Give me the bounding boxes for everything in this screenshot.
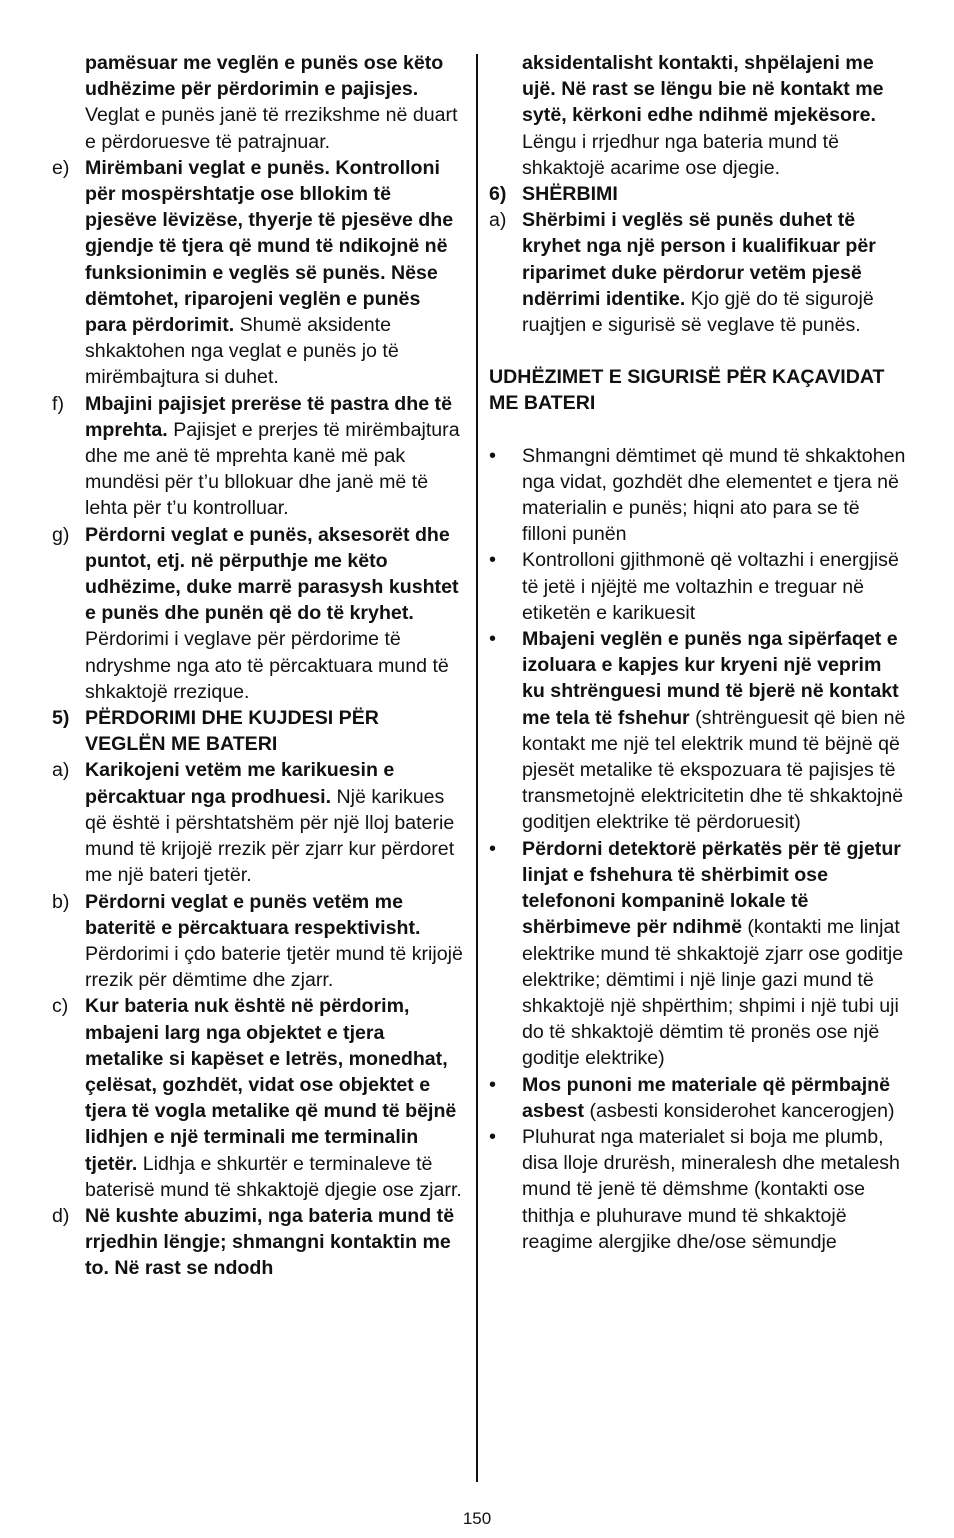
left-column xyxy=(52,50,464,1282)
list-item-text: Përdorimi i çdo baterie tjetër mund të krijojë rrezik për dëmtime dhe zjarr. xyxy=(85,942,463,992)
section-title: SHËRBIMI xyxy=(522,183,618,206)
list-marker: b) xyxy=(52,890,70,913)
list-marker: g) xyxy=(52,523,70,546)
list-item-bold: Mbajini pajisjet prerëse të pastra dhe të mprehta. xyxy=(85,392,452,441)
list-marker: a) xyxy=(52,759,70,782)
bullet-item xyxy=(489,1124,907,1255)
bullet-text: Kontrolloni gjithmonë që voltazhi i energjisë të jetë i njëjtë me voltazhin e treguar në etiketën e karikuesit xyxy=(522,549,899,624)
list-item-text: Pajisjet e prerjes të mirëmbajtura dhe me anë të mprehta kanë më pak mundësi për t’u bllokuar dhe janë më të lehta për t’u kontrolluar. xyxy=(85,418,460,520)
list-item-body xyxy=(85,889,464,994)
bullet-marker: • xyxy=(489,1073,497,1096)
list-item-bold: Shërbimi i veglës së punës duhet të kryhet nga një person i kualifikuar për riparimet duke përdorur vetëm pjesë ndërrimi identike. xyxy=(522,209,876,310)
bullet-body xyxy=(522,626,907,836)
bullet-item xyxy=(489,443,907,548)
column-divider xyxy=(476,54,478,1482)
bullet-bold: Mos punoni me materiale që përmbajnë asbest xyxy=(522,1073,891,1122)
list-item-text: Shumë aksidente shkaktohen nga veglat e punës jo të mirëmbajtura si duhet. xyxy=(85,314,399,389)
safety-heading: UDHËZIMET E SIGURISË PËR KAÇAVIDAT ME BATERI xyxy=(489,366,885,415)
list-item-body xyxy=(85,522,464,705)
bullet-body xyxy=(522,547,907,626)
list-item-body xyxy=(85,391,464,522)
bullet-text: (shtrënguesit që bien në kontakt me një tel elektrik mund të bëjnë që pjesët metalike të ekspozuara të pajisjes të transmetojnë elektricitetin dhe të shkaktojnë goditjen elektrike të përdoruesit) xyxy=(522,706,906,834)
list-marker: c) xyxy=(52,995,69,1018)
continuation-text: Lëngu i rrjedhur nga bateria mund të shkaktojë acarime ose djegie. xyxy=(522,130,839,179)
list-item-bold: Mirëmbani veglat e punës. Kontrolloni për mospërshtatje ose bllokim të pjesëve lëvizëse, thyerje të pjesëve dhe gjendje të tjera që mund të ndikojnë në funksionimin e veglës së punës. Nëse dëmtohet, riparojeni veglën e punës para përdorimit. xyxy=(85,156,454,337)
list-item-body xyxy=(85,155,464,391)
list-item-e xyxy=(52,155,464,391)
list-item-bold: Përdorni veglat e punës, aksesorët dhe puntot, etj. në përputhje me këto udhëzime, duke marrë parasysh kushtet e punës dhe punën që do të kryhet. xyxy=(85,523,459,625)
bullet-marker: • xyxy=(489,549,497,572)
bullet-marker: • xyxy=(489,1125,497,1148)
spacer xyxy=(489,338,907,364)
bullet-item xyxy=(489,836,907,1072)
section-6-heading xyxy=(489,181,907,207)
list-item-5b xyxy=(52,889,464,994)
left-intro-bold: pamësuar me veglën e punës ose këto udhëzime për përdorimin e pajisjes. xyxy=(85,52,444,101)
bullet-text: (asbesti konsiderohet kancerogjen) xyxy=(584,1099,895,1122)
list-item-text: Një karikues që është i përshtatshëm për një lloj baterie mund të krijojë rrezik për zjarr kur përdoret me një bateri tjetër. xyxy=(85,785,455,887)
bullet-text: Shmangni dëmtimet që mund të shkaktohen nga vidat, gozhdët dhe elementet e tjera në materialin e punës; hiqni ato para se të filloni punën xyxy=(522,444,906,546)
list-item-f xyxy=(52,391,464,522)
left-intro-paragraph xyxy=(52,50,464,155)
spacer xyxy=(489,417,907,443)
list-marker: a) xyxy=(489,209,507,232)
right-continuation-paragraph xyxy=(489,50,907,181)
list-item-bold: Në kushte abuzimi, nga bateria mund të rrjedhin lëngje; shmangni kontaktin me to. Në rast se ndodh xyxy=(85,1204,455,1280)
list-item-text: Lidhja e shkurtër e terminaleve të baterisë mund të shkaktojë djegie ose zjarr. xyxy=(85,1152,462,1201)
section-number: 6) xyxy=(489,183,507,206)
continuation-bold: aksidentalisht kontakti, shpëlajeni me ujë. Në rast se lëngu bie në kontakt me sytë, kërkoni edhe ndihmë mjekësore. xyxy=(522,52,884,127)
list-marker: e) xyxy=(52,156,70,179)
list-item-body xyxy=(85,1203,464,1282)
list-item-bold: Përdorni veglat e punës vetëm me bateritë e përcaktuara respektivisht. xyxy=(85,890,421,939)
page-number: 150 xyxy=(462,1509,492,1528)
list-item-bold: Karikojeni vetëm me karikuesin e përcaktuar nga prodhuesi. xyxy=(85,759,395,808)
list-item-6a xyxy=(489,207,907,338)
bullet-bold: Mbajeni veglën e punës nga sipërfaqet e izoluara e kapjes kur kryeni një veprim ku shtrënguesi mund të bjerë në kontakt me tela të fshehur xyxy=(522,628,899,729)
section-5-heading xyxy=(52,705,464,757)
list-item-bold: Kur bateria nuk është në përdorim, mbajeni larg nga objektet e tjera metalike si kapëset e letrës, monedhat, çelësat, gozhdët, vidat ose objektet e tjera të vogla metalike që mund të bëjnë lidhjen e një terminali me terminalin tjetër. xyxy=(85,995,457,1175)
list-item-body xyxy=(85,757,464,888)
bullet-text: Pluhurat nga materialet si boja me plumb, disa lloje drurësh, mineralesh dhe metalesh mund të jenë të dëmshme (kontakti ose thithja e pluhurave mund të shkaktojë reagime alergjike dhe/ose sëmundje xyxy=(522,1125,900,1253)
list-item-text: Përdorimi i veglave për përdorime të ndryshme nga ato të përcaktuara mund të shkaktojë rrezique. xyxy=(85,628,449,703)
bullet-bold: Përdorni detektorë përkatës për të gjetur linjat e fshehura të shërbimit ose telefononi kompaninë lokale të shërbimeve për ndihmë xyxy=(522,837,901,939)
list-item-5a xyxy=(52,757,464,888)
bullet-text: (kontakti me linjat elektrike mund të shkaktojë zjarr ose goditje elektrike; dëmtimi i një linje gazi mund të shkaktojë një shpërthim; shpimi i një tubi uji do të shkaktojë dëmtim të pronës ose një goditje elektrike) xyxy=(522,916,904,1070)
bullet-marker: • xyxy=(489,837,497,860)
list-marker: f) xyxy=(52,392,64,415)
bullet-body xyxy=(522,443,907,548)
list-item-body xyxy=(85,993,464,1203)
bullet-body xyxy=(522,1124,907,1255)
list-item-g xyxy=(52,522,464,705)
bullet-body xyxy=(522,1072,907,1124)
list-item-text: Kjo gjë do të sigurojë ruajtjen e sigurisë së veglave të punës. xyxy=(522,287,874,337)
bullet-marker: • xyxy=(489,628,497,651)
section-number: 5) xyxy=(52,707,70,730)
bullet-body xyxy=(522,836,907,1072)
bullet-marker: • xyxy=(489,444,497,467)
bullet-item xyxy=(489,626,907,836)
list-marker: d) xyxy=(52,1204,70,1227)
list-item-5d xyxy=(52,1203,464,1282)
right-column xyxy=(489,50,907,1255)
list-item-body xyxy=(522,207,907,338)
left-intro-text: Veglat e punës janë të rrezikshme në duart e përdoruesve të patrajnuar. xyxy=(85,104,458,153)
section-title: PËRDORIMI DHE KUJDESI PËR VEGLËN ME BATERI xyxy=(85,707,379,756)
bullet-item xyxy=(489,1072,907,1124)
bullet-item xyxy=(489,547,907,626)
list-item-5c xyxy=(52,993,464,1203)
